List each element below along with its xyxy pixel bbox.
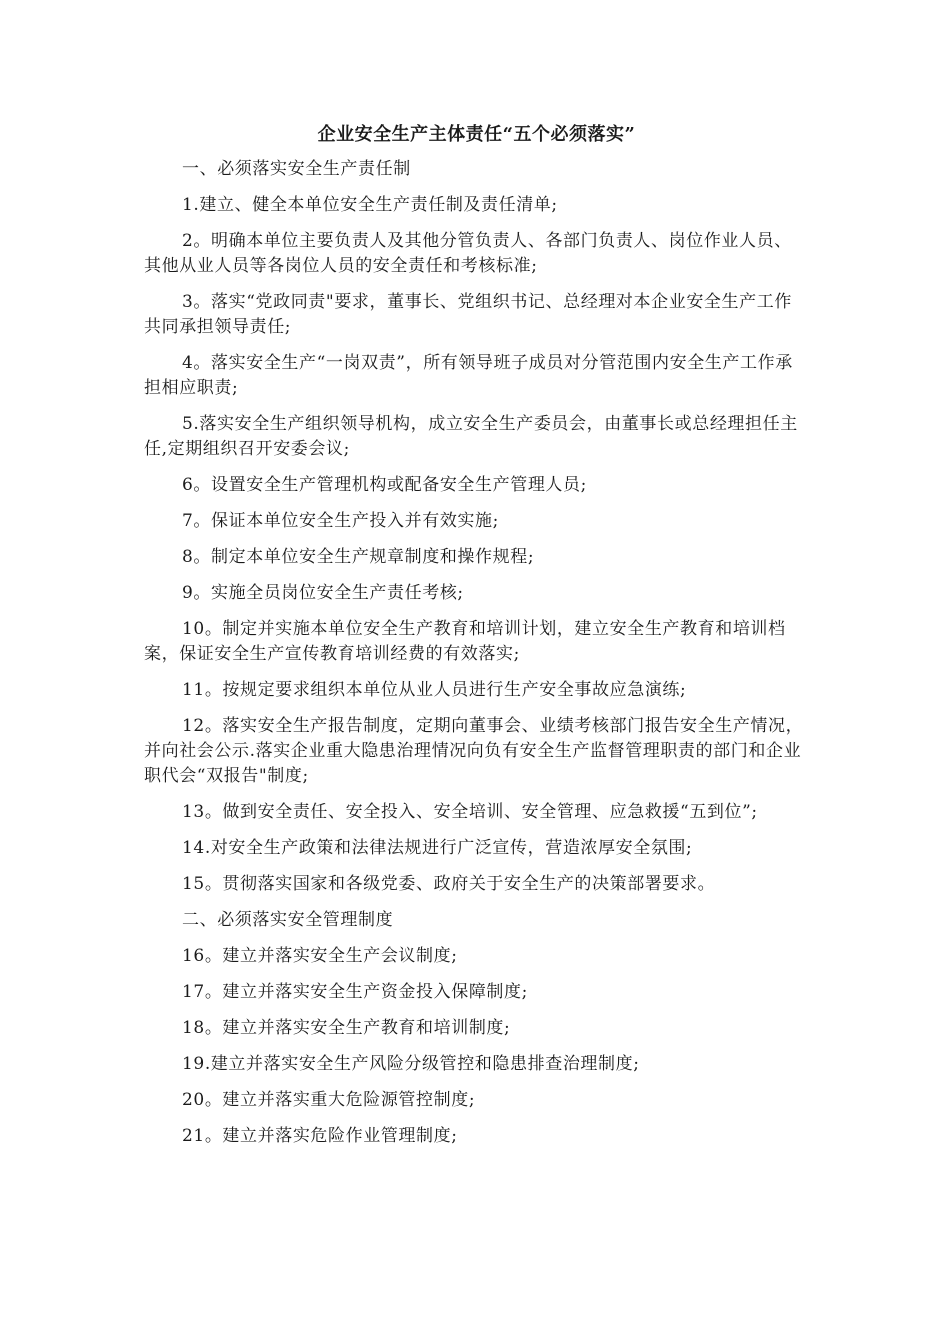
list-item-1: 1.建立、健全本单位安全生产责任制及责任清单; xyxy=(182,195,558,215)
list-item-4: 4。落实安全生产“一岗双责”，所有领导班子成员对分管范围内安全生产工作承担相应职责; xyxy=(144,353,793,398)
document-title: 企业安全生产主体责任“五个必须落实” xyxy=(317,124,636,145)
list-item-2: 2。明确本单位主要负责人及其他分管负责人、各部门负责人、岗位作业人员、其他从业人员等各岗位人员的安全责任和考核标准; xyxy=(144,231,792,276)
list-item-11: 11。按规定要求组织本单位从业人员进行生产安全事故应急演练; xyxy=(182,680,687,700)
list-item-17: 17。建立并落实安全生产资金投入保障制度; xyxy=(182,982,528,1002)
list-item-16: 16。建立并落实安全生产会议制度; xyxy=(182,946,458,966)
list-item-9: 9。实施全员岗位安全生产责任考核; xyxy=(182,583,464,603)
list-item-15: 15。贯彻落实国家和各级党委、政府关于安全生产的决策部署要求。 xyxy=(182,874,716,894)
list-item-7: 7。保证本单位安全生产投入并有效实施; xyxy=(182,511,499,531)
list-item-19: 19.建立并落实安全生产风险分级管控和隐患排查治理制度; xyxy=(182,1054,640,1074)
list-item-8: 8。制定本单位安全生产规章制度和操作规程; xyxy=(182,547,535,567)
list-item-20: 20。建立并落实重大危险源管控制度; xyxy=(182,1090,476,1110)
list-item-21: 21。建立并落实危险作业管理制度; xyxy=(182,1126,458,1146)
section-heading-1: 一、必须落实安全生产责任制 xyxy=(182,159,411,179)
list-item-18: 18。建立并落实安全生产教育和培训制度; xyxy=(182,1018,511,1038)
list-item-6: 6。设置安全生产管理机构或配备安全生产管理人员; xyxy=(182,475,587,495)
document-page xyxy=(144,122,809,1160)
list-item-12: 12。落实安全生产报告制度，定期向董事会、业绩考核部门报告安全生产情况，并向社会公示.落实企业重大隐患治理情况向负有安全生产监督管理职责的部门和企业职代会“双报告"制度; xyxy=(144,716,804,786)
list-item-13: 13。做到安全责任、安全投入、安全培训、安全管理、应急救援“五到位”; xyxy=(182,802,758,822)
list-item-10: 10。制定并实施本单位安全生产教育和培训计划，建立安全生产教育和培训档案，保证安全生产宣传教育培训经费的有效落实; xyxy=(144,619,786,664)
list-item-14: 14.对安全生产政策和法律法规进行广泛宣传，营造浓厚安全氛围; xyxy=(182,838,693,858)
list-item-5: 5.落实安全生产组织领导机构，成立安全生产委员会，由董事长或总经理担任主任,定期组织召开安委会议; xyxy=(144,414,798,459)
section-heading-2: 二、必须落实安全管理制度 xyxy=(182,910,394,930)
list-item-3: 3。落实“党政同责"要求，董事长、党组织书记、总经理对本企业安全生产工作共同承担领导责任; xyxy=(144,292,792,337)
